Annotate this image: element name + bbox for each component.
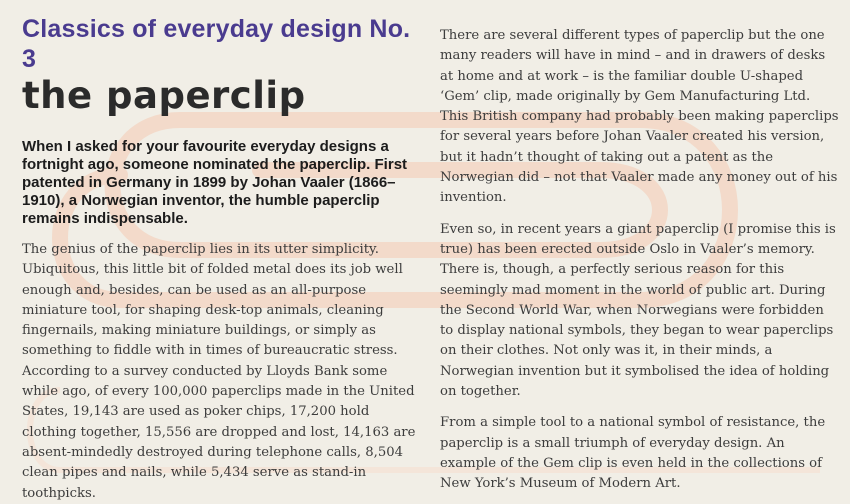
article-title: the paperclip xyxy=(22,74,306,117)
series-title: Classics of everyday design No. 3 xyxy=(22,15,411,73)
left-column xyxy=(22,14,422,504)
body-paragraph-4: From a simple tool to a national symbol of resistance, the paperclip is a small triumph of everyday design. An example of the Gem clip is even held in the collections of New York’s Museum of Modern Art. xyxy=(440,415,826,492)
body-paragraph-1: The genius of the paperclip lies in its utter simplicity. Ubiquitous, this little bit of folded metal does its job well enough and, besides, can be used as an all-purpose miniature tool, for shaping desk-top animals, cleaning fingernails, making miniature buildings, or simply as something to fiddle with in times of bureaucratic stress. According to a survey conducted by Lloyds Bank some while ago, of every 100,000 paperclips made in the United States, 19,143 are used as poker chips, 17,200 hold clothing together, 15,556 are dropped and lost, 14,163 are absent-mindedly destroyed during telephone calls, 8,504 clean pipes and nails, while 5,434 serve as stand-in toothpicks. xyxy=(22,242,416,501)
body-paragraph-2: There are several different types of paperclip but the one many readers will have in mind – and in drawers of desks at home and at work – is the familiar double U-shaped ‘Gem’ clip, made originally by Gem Manufacturing Ltd. This British company had probably been making paperclips for several years before Johan Vaaler created his version, but it hadn’t thought of taking out a patent as the Norwegian did – not that Vaaler made any money out of his invention. xyxy=(440,28,839,206)
body-paragraph-3: Even so, in recent years a giant paperclip (I promise this is true) has been erected outside Oslo in Vaaler’s memory. There is, though, a perfectly serious reason for this seemingly mad moment in the world of public art. During the Second World War, when Norwegians were forbidden to display national symbols, they began to wear paperclips on their clothes. Not only was it, in their minds, a Norwegian invention but it symbolised the idea of holding on together. xyxy=(440,221,836,400)
lede-paragraph: When I asked for your favourite everyday designs a fortnight ago, someone nominated the paperclip. First patented in Germany in 1899 by Johan Vaaler (1866–1910), a Norwegian inventor, the humble paperclip remains indispensable. xyxy=(22,138,408,227)
right-column xyxy=(440,26,840,495)
